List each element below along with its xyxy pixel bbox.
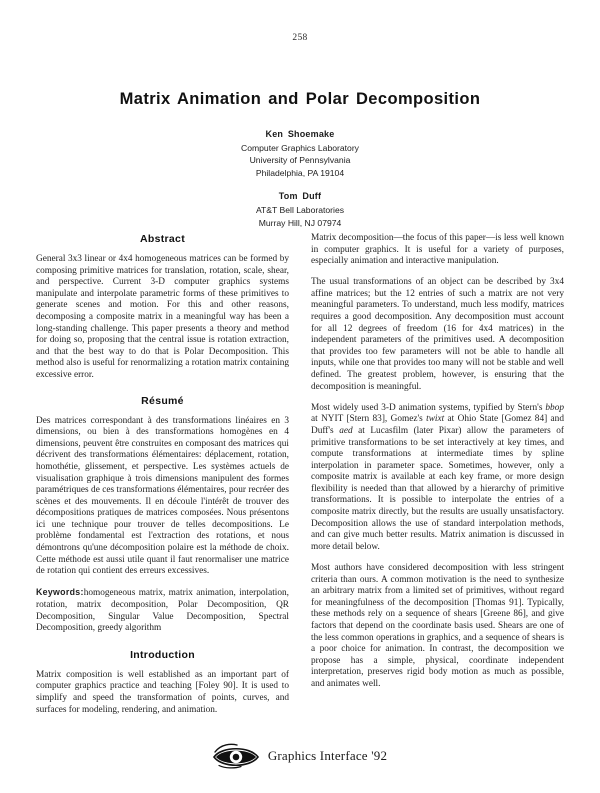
introduction-paragraph-2: Matrix decomposition—the focus of this paper—is less well known in computer graphics. It is useful for a variety of purposes, especially animation and interactive manipulation. bbox=[311, 233, 564, 267]
eye-logo bbox=[213, 743, 259, 769]
anim-text-1: Most widely used 3-D animation systems, typified by Stern's bbox=[311, 402, 546, 413]
body-columns bbox=[36, 233, 564, 716]
software-name-bbop: bbop bbox=[545, 402, 564, 413]
introduction-heading: Introduction bbox=[130, 648, 195, 661]
page-title: Matrix Animation and Polar Decomposition bbox=[119, 90, 481, 108]
author-name: Tom Duff bbox=[278, 191, 322, 202]
introduction-paragraph-1: Matrix composition is well established as an important part of computer graphics practice and teaching [Foley 90]. It is used to simplify and speed the transformation of points, curves, and surfaces for modeling, rendering, and animation. bbox=[36, 669, 289, 715]
introduction-paragraph-3: The usual transformations of an object can be described by 3x4 affine matrices; but the 12 entries of such a matrix are not very meaningful parameters. To understand, much less modify, matrices requires a good decomposition. Any decomposition must account for all 12 degrees of freedom (16 for 4x4 matrices) in the independent parameters of the primitives used. A decomposition that provides too few parameters will not be able to handle all inputs, while one that provides too many will not be stable and well defined. The greatest problem, however, is ensuring that the decomposition is meaningful. bbox=[311, 277, 564, 392]
prior-work-paragraph: Most authors have considered decomposition with less stringent criteria than ours. A common motivation is the need to synthesize an arbitrary matrix from a limited set of primitives, without regard for meaningfulness of the decomposition [Thomas 91]. Typically, these methods rely on a sequence of shears [Greene 86], and give factors that depend on the coordinate basis used. Shears are one of the less common operations in graphics, and a sequence of shears is a poor choice for animation. In contrast, the decomposition we propose has a simple, physical, coordinate independent interpretation, preserves rigid body motion as much as possible, and animates well. bbox=[311, 562, 564, 689]
anim-text-3: at Ohio State [Gomez 84] and Duff's bbox=[311, 414, 564, 436]
resume-paragraph: Des matrices correspondant à des transformations linéaires en 3 dimensions, ou bien à des transformations homogènes en 4 dimensions, peuvent être construites en composant des matrices qui décrivent des transformations élémentaires: déplacement, rotation, homothétie, glissement, et perspective. Les systèmes actuels de visualisation graphique à trois dimensions manipulent des formes paramétriques de ces transformations élémentaires, pour recréer des scènes et des mouvements. Il en découle l'intérêt de trouver des décompositions pratiques de matrices composées. Nous présentons ici une technique pour trouver de telles decompositions. Le problème fondamental est l'extraction des rotations, et nous démontrons qu'une décomposition polaire est la méthode de choix. Cette méthode est aussi utile quant il faut renormaliser une matrice de rotation qui contient des erreurs excessives. bbox=[36, 415, 289, 577]
abstract-paragraph: General 3x3 linear or 4x4 homogeneous matrices can be formed by composing primitive matrices for translation, rotation, scale, shear, and perspective. Current 3-D computer graphics systems manipulate and interpolate parametric forms of these primitives to generate scenes and motion. For this and other reasons, decomposing a composite matrix in a meaningful way has been a long-standing challenge. This paper presents a theory and method for doing so, proposing that the central issue is rotation extraction, and that the best way to do that is Polar Decomposition. This method also is useful for renormalizing a rotation matrix containing excessive error. bbox=[36, 254, 289, 380]
software-name-aed: aed bbox=[339, 425, 353, 436]
resume-heading: Résumé bbox=[141, 394, 184, 407]
author-institution: Murray Hill, NJ 07974 bbox=[258, 217, 342, 228]
footer-text: Graphics Interface '92 bbox=[267, 748, 388, 763]
title-block bbox=[0, 90, 600, 229]
page-footer bbox=[0, 743, 600, 769]
animation-systems-paragraph bbox=[311, 403, 564, 554]
author-entry bbox=[0, 190, 600, 229]
software-name-twixt: twixt bbox=[426, 414, 445, 425]
left-column bbox=[36, 233, 289, 716]
author-address: Philadelphia, PA 19104 bbox=[255, 167, 345, 178]
author-name: Ken Shoemake bbox=[265, 129, 335, 139]
page-number: 258 bbox=[292, 33, 308, 43]
author-affiliation: AT&T Bell Laboratories bbox=[255, 204, 345, 215]
right-column bbox=[311, 233, 564, 716]
keywords-paragraph bbox=[36, 587, 289, 634]
author-entry bbox=[0, 128, 600, 179]
keywords-label: Keywords: bbox=[36, 587, 84, 598]
author-block bbox=[0, 128, 600, 229]
author-affiliation: Computer Graphics Laboratory bbox=[241, 142, 359, 153]
abstract-heading: Abstract bbox=[140, 233, 185, 245]
anim-text-4: at Lucasfilm (later Pixar) allow the parameters of primitive transformations to be set interactively at key times, and compute transformations at intermediate times by spline interpolation in parameter space. Sometimes, however, only a composite matrix is available at each key frame, or more design flexibility is needed than that allowed by a hierarchy of primitive transformations. It is possible to interpolate the entries of a composite matrix directly, but the results are usually unsatisfactory. Decomposition allows the use of standard interpolation methods, and can give much better results. Matrix animation is discussed in more detail below. bbox=[311, 425, 564, 552]
author-institution: University of Pennsylvania bbox=[249, 155, 351, 166]
anim-text-2: at NYIT [Stern 83], Gomez's bbox=[311, 414, 427, 425]
keywords-text: homogeneous matrix, matrix animation, interpolation, rotation, matrix decomposition, Polar Decomposition, QR Decomposition, Singular Value Decomposition, Spectral Decomposition, greedy algorithm bbox=[36, 588, 289, 634]
